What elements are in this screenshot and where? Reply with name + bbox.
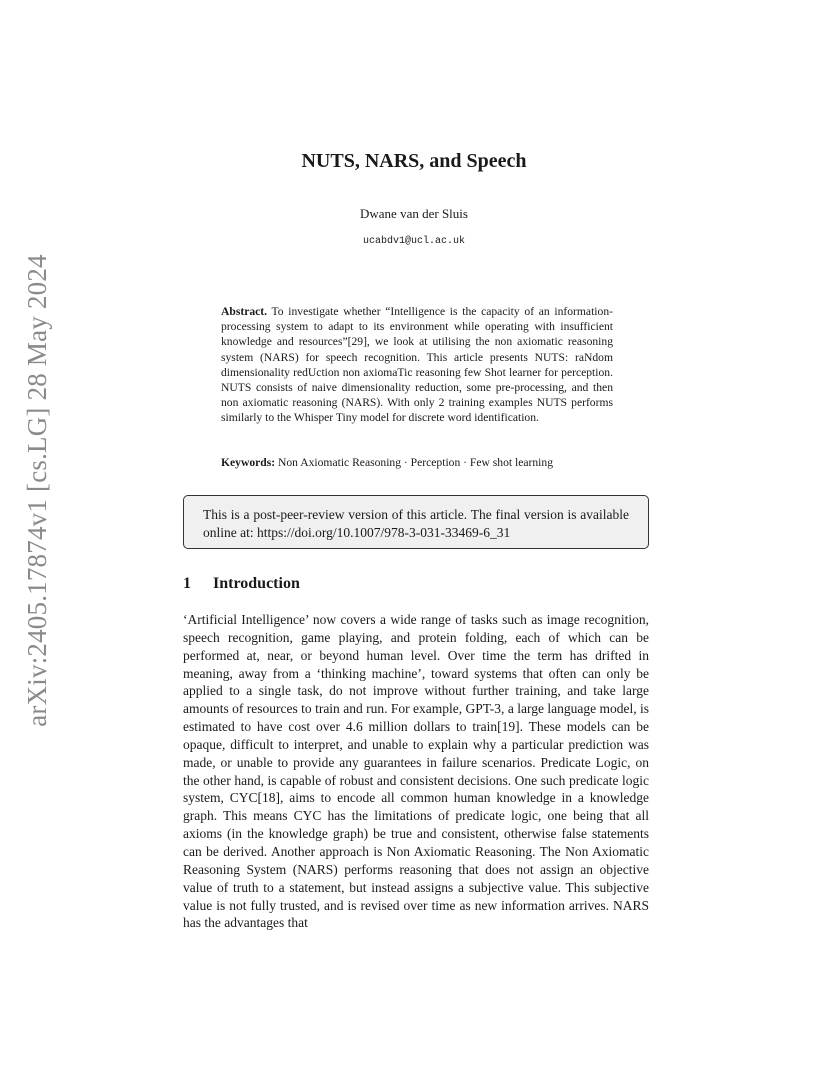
post-peer-review-notice [183, 495, 649, 549]
abstract-block [221, 304, 613, 426]
arxiv-identifier-stamp [23, 250, 51, 730]
keywords-label: Keywords: [221, 456, 276, 469]
keywords-text: Non Axiomatic Reasoning · Perception · Few shot learning [278, 456, 553, 469]
abstract-text: To investigate whether “Intelligence is the capacity of an information-processing system to adapt to its environment while operating with insufficient knowledge and resources”[29], we look at utilising the non axiomatic reasoning system (NARS) for speech recognition. This article presents NUTS: raNdom dimensionality redUction non axiomaTic reasoning few Shot learner for perception. NUTS consists of naive dimensionality reduction, some pre-processing, and then non axiomatic reasoning (NARS). With only 2 training examples NUTS performs similarly to the Whisper Tiny model for discrete word identification. [221, 305, 613, 425]
keywords-block [221, 455, 621, 470]
section-number: 1 [183, 575, 191, 592]
author-email: ucabdv1@ucl.ac.uk [362, 236, 466, 247]
section-heading [183, 575, 300, 593]
section-title: Introduction [213, 575, 300, 592]
author-name: Dwane van der Sluis [360, 206, 468, 221]
paper-title: NUTS, NARS, and Speech [301, 150, 527, 172]
introduction-paragraph: ‘Artificial Intelligence’ now covers a wide range of tasks such as image recognition, speech recognition, game playing, and protein folding, each of which can be performed at, near, or beyond human level. Over time the term has drifted in meaning, away from a ‘thinking machine’, toward systems that often can only be applied to a single task, do not improve without further training, and take large amounts of resources to train and run. For example, GPT-3, a large language model, is estimated to have cost over 4.6 million dollars to train[19]. These models can be opaque, difficult to interpret, and unable to explain why a particular prediction was made, or unable to provide any guarantees in failure scenarios. Predicate Logic, on the other hand, is capable of robust and consistent decisions. One such predicate logic system, CYC[18], aims to encode all common human knowledge in a knowledge graph. This means CYC has the limitations of predicate logic, one being that all axioms (in the knowledge graph) be true and consistent, otherwise false statements can be derived. Another approach is Non Axiomatic Reasoning. The Non Axiomatic Reasoning System (NARS) performs reasoning that does not assign an objective value of truth to a statement, but instead assigns a subjective value. This subjective value is not fully trusted, and is revised over time as new information arrives. NARS has the advantages that [183, 612, 649, 931]
abstract-label: Abstract. [221, 305, 268, 318]
notice-text: This is a post-peer-review version of this article. The final version is available online at: https://doi.org/10.1007/978-3-031-33469-6_31 [203, 507, 629, 540]
arxiv-identifier-text: arXiv:2405.17874v1 [cs.LG] 28 May 2024 [21, 253, 52, 727]
